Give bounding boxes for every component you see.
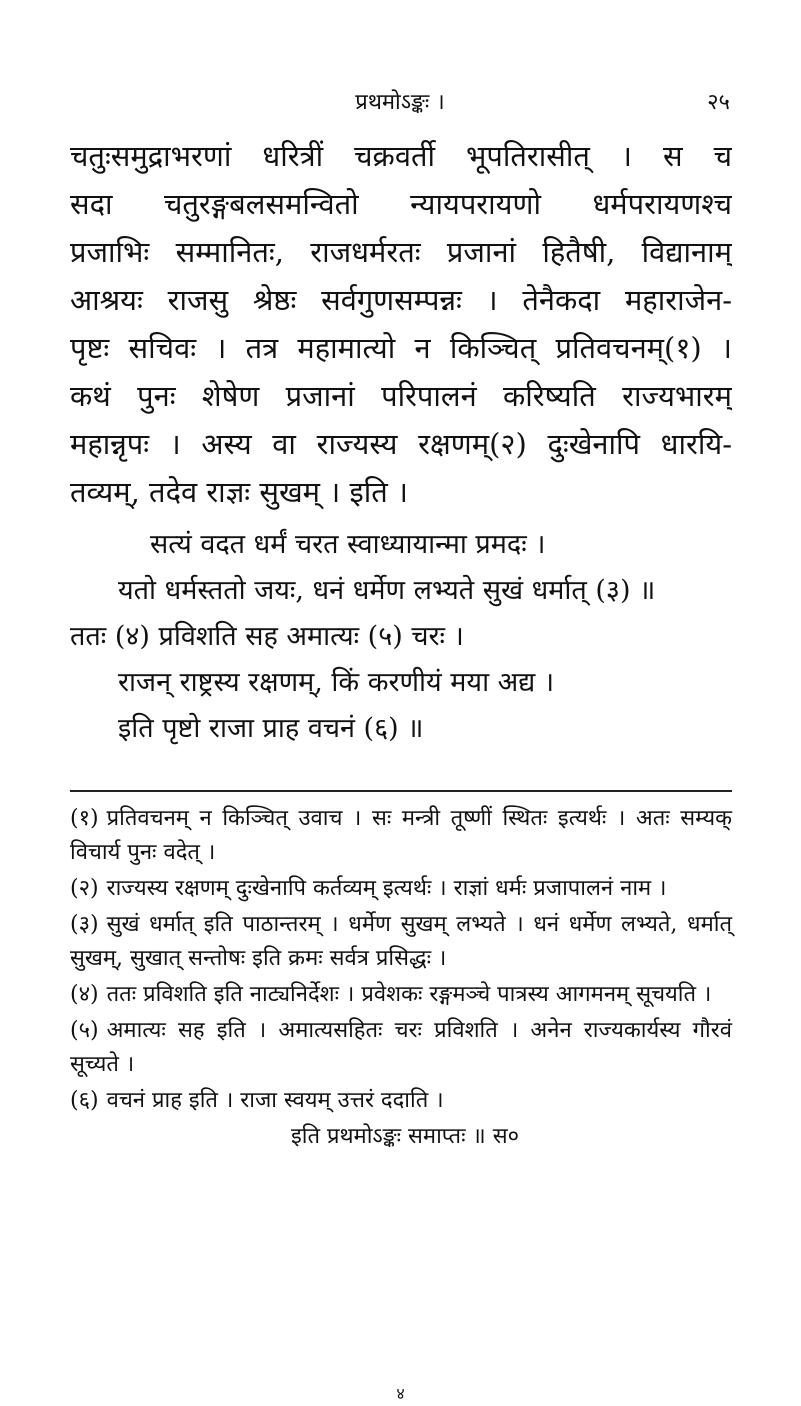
signature-mark: ४ bbox=[396, 1384, 405, 1403]
running-head: प्रथमोऽङ्कः । bbox=[355, 90, 445, 115]
prose-line: प्रजाभिः सम्मानितः, राजधर्मरतः प्रजानां हितैषी, विद्यानाम् bbox=[70, 235, 732, 269]
footnote-text: सुखं धर्मात् इति पाठान्तरम् । धर्मेण सुखम् लभ्यते । धनं धर्मेण लभ्यते, धर्मात् सुखम्, सुखात् सन्तोषः इति क्रमः सर्वत्र प्रसिद्धः । bbox=[70, 912, 732, 971]
prose-line: आश्रयः राजसु श्रेष्ठः सर्वगुणसम्पन्नः । तेनैकदा महाराजेन- bbox=[70, 283, 732, 317]
verse-line: राजन् राष्ट्रस्य रक्षणम्, किं करणीयं मया अद्य । bbox=[118, 667, 555, 698]
footnote bbox=[70, 908, 732, 976]
prose-line: महान्नृपः । अस्य वा राज्यस्य रक्षणम्(२) दुःखेनापि धारयि- bbox=[70, 427, 732, 461]
verse-line: सत्यं वदत धर्मं चरत स्वाध्यायान्मा प्रमदः । bbox=[150, 529, 546, 560]
prose-line: पृष्टः सचिवः । तत्र महामात्यो न किञ्चित् प्रतिवचनम्(१) । bbox=[70, 331, 732, 365]
footnote bbox=[70, 978, 732, 1012]
verse-line: इति पृष्टो राजा प्राह वचनं (६) ॥ bbox=[118, 713, 424, 744]
page-number: २५ bbox=[707, 90, 730, 115]
verse-line: ततः (४) प्रविशति सह अमात्यः (५) चरः । bbox=[70, 621, 464, 652]
footnotes bbox=[70, 802, 732, 1156]
prose-line: कथं पुनः शेषेण प्रजानां परिपालनं करिष्यति राज्यभारम् bbox=[70, 379, 732, 413]
footnote-number: (६) bbox=[70, 1088, 99, 1113]
footnote-number: (३) bbox=[70, 912, 99, 937]
verse-line: यतो धर्मस्ततो जयः, धनं धर्मेण लभ्यते सुखं धर्मात् (३) ॥ bbox=[118, 575, 656, 606]
footnote bbox=[70, 1014, 732, 1082]
footnote-text: वचनं प्राह इति । राजा स्वयम् उत्तरं ददाति । bbox=[106, 1088, 444, 1113]
page-header bbox=[70, 86, 730, 120]
footnote-text: ततः प्रविशति इति नाट्यनिर्देशः । प्रवेशकः रङ्गमञ्चे पात्रस्य आगमनम् सूचयति । bbox=[106, 982, 712, 1007]
footnote-number: (१) bbox=[70, 806, 99, 831]
footnote bbox=[70, 1084, 732, 1118]
footnote-number: (४) bbox=[70, 982, 99, 1007]
footnote bbox=[70, 802, 732, 870]
footnote-divider bbox=[70, 790, 732, 792]
prose-line: तव्यम्, तदेव राज्ञः सुखम् । इति । bbox=[70, 475, 408, 509]
footnote-text: अमात्यः सह इति । अमात्यसहितः चरः प्रविशति । अनेन राज्यकार्यस्य गौरवं सूच्यते । bbox=[70, 1018, 732, 1077]
footnote bbox=[70, 872, 732, 906]
footnote-text: राज्यस्य रक्षणम् दुःखेनापि कर्तव्यम् इत्यर्थः । राज्ञां धर्मः प्रजापालनं नाम । bbox=[106, 876, 667, 901]
footnote bbox=[70, 1120, 732, 1154]
verse-block bbox=[70, 522, 732, 752]
footnote-text: प्रतिवचनम् न किञ्चित् उवाच । सः मन्त्री तूष्णीं स्थितः इत्यर्थः । अतः सम्यक् विचार्य पुनः वदेत् । bbox=[70, 806, 732, 865]
footnote-text: इति प्रथमोऽङ्कः समाप्तः ॥ स० bbox=[290, 1124, 520, 1149]
prose-line: सदा चतुरङ्गबलसमन्वितो न्यायपरायणो धर्मपरायणश्च bbox=[70, 187, 732, 221]
footnote-number: (२) bbox=[70, 876, 99, 901]
main-prose bbox=[70, 132, 732, 516]
footnote-number: (५) bbox=[70, 1018, 99, 1043]
prose-line: चतुःसमुद्राभरणां धरित्रीं चक्रवर्ती भूपतिरासीत् । स च bbox=[70, 139, 732, 173]
